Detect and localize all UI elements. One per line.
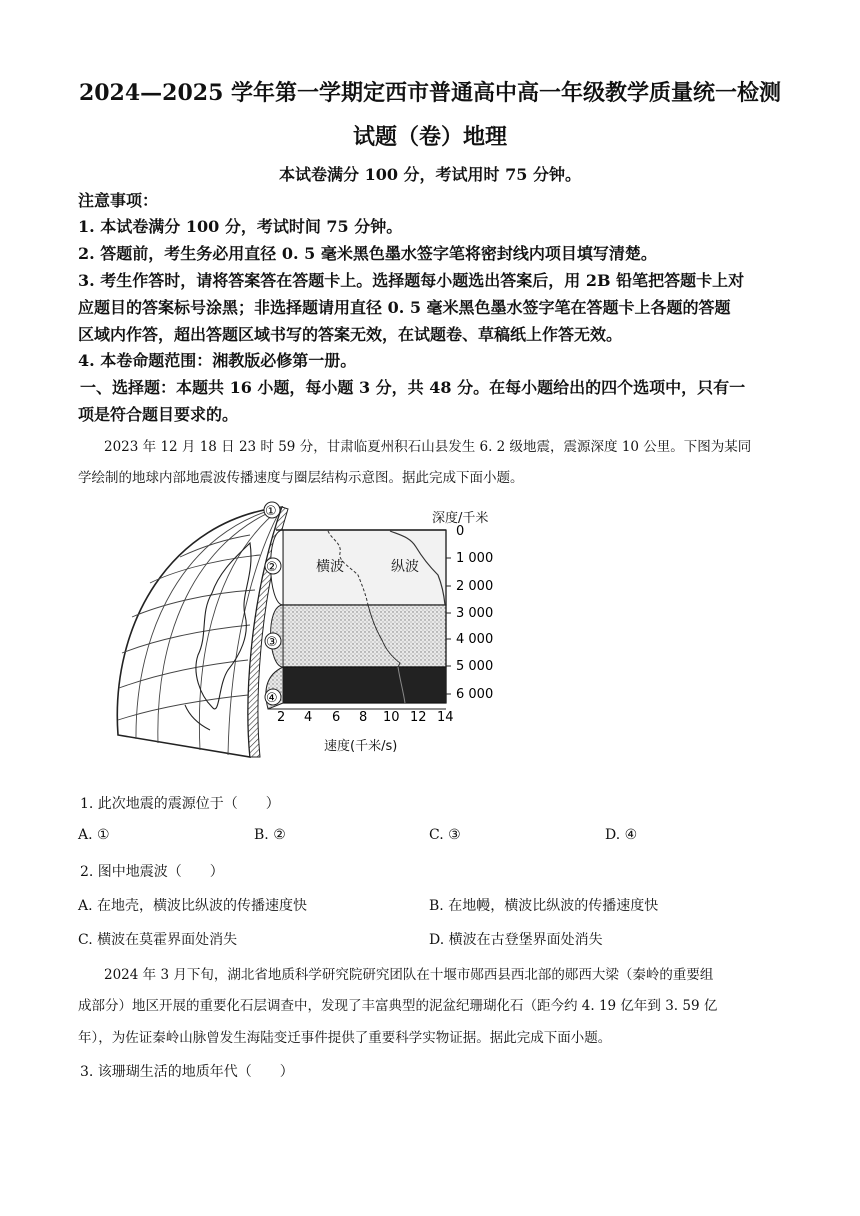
question-1-option-d[interactable]: D. ④: [605, 827, 638, 843]
depth-tick: 0: [456, 524, 465, 539]
speed-tick: 6: [332, 710, 341, 725]
globe-drawing: [117, 507, 288, 757]
marker-3: ③: [266, 635, 278, 650]
section-heading: 一、选择题：本题共 16 小题，每小题 3 分，共 48 分。在每小题给出的四个选项中，只有一: [80, 378, 746, 397]
notes-item: 3. 考生作答时，请将答案答在答题卡上。选择题每小题选出答案后，用 2B 铅笔把答题卡上对: [78, 271, 745, 290]
speed-tick: 10: [383, 710, 400, 725]
passage-text: 2024 年 3 月下旬，湖北省地质科学研究院研究团队在十堰市郧西县西北部的郧西大梁（秦岭的重要组: [104, 967, 714, 983]
speed-tick: 8: [359, 710, 368, 725]
section-heading-cont: 项是符合题目要求的。: [78, 405, 239, 424]
notes-item: 4. 本卷命题范围：湘教版必修第一册。: [78, 351, 357, 370]
earth-structure-figure: [100, 495, 520, 780]
speed-tick: 4: [304, 710, 313, 725]
inner-core-layer: [283, 667, 446, 703]
depth-tick: 6 000: [456, 687, 494, 702]
notes-item: 2. 答题前，考生务必用直径 0. 5 毫米黑色墨水签字笔将密封线内项目填写清楚。: [78, 244, 657, 263]
passage-text: 学绘制的地球内部地震波传播速度与圈层结构示意图。据此完成下面小题。: [78, 470, 524, 486]
speed-axis-label: 速度(千米/s): [324, 739, 398, 754]
passage-text: 2023 年 12 月 18 日 23 时 59 分，甘肃临夏州积石山县发生 6. 2 级地震，震源深度 10 公里。下图为某同: [104, 439, 752, 455]
depth-tick: 4 000: [456, 632, 494, 647]
exam-title-line2: 试题（卷）地理: [352, 124, 507, 150]
speed-tick: 2: [277, 710, 286, 725]
question-2-option-b[interactable]: B. 在地幔，横波比纵波的传播速度快: [429, 898, 659, 914]
speed-tick: 12: [410, 710, 427, 725]
question-1-stem: 1. 此次地震的震源位于（ ）: [80, 796, 280, 812]
question-3-stem: 3. 该珊瑚生活的地质年代（ ）: [80, 1064, 294, 1080]
marker-1: ①: [265, 504, 277, 519]
depth-tick: 3 000: [456, 606, 494, 621]
notes-item: 应题目的答案标号涂黑；非选择题请用直径 0. 5 毫米黑色墨水签字笔在答题卡上各题的答题: [78, 298, 731, 317]
question-1-option-b[interactable]: B. ②: [254, 827, 286, 843]
depth-tick: 5 000: [456, 659, 494, 674]
speed-tick: 14: [437, 710, 454, 725]
marker-2: ②: [266, 560, 278, 575]
notes-item: 区域内作答，超出答题区域书写的答案无效，在试题卷、草稿纸上作答无效。: [78, 325, 623, 344]
exam-title-line1: 2024—2025 学年第一学期定西市普通高中高一年级教学质量统一检测: [78, 80, 782, 106]
exam-subtitle: 本试卷满分 100 分，考试用时 75 分钟。: [279, 165, 581, 184]
marker-4: ④: [266, 691, 278, 706]
passage-text: 年），为佐证秦岭山脉曾发生海陆变迁事件提供了重要科学实物证据。据此完成下面小题。: [78, 1030, 612, 1046]
outer-core-layer: [283, 605, 446, 667]
s-wave-label: 横波: [316, 559, 344, 575]
passage-text: 成部分）地区开展的重要化石层调查中，发现了丰富典型的泥盆纪珊瑚化石（距今约 4. 19 亿年到 3. 59 亿: [78, 998, 718, 1014]
question-1-option-a[interactable]: A. ①: [78, 827, 110, 843]
question-2-option-d[interactable]: D. 横波在古登堡界面处消失: [429, 932, 603, 948]
notes-heading: 注意事项：: [78, 191, 159, 210]
p-wave-label: 纵波: [391, 559, 419, 575]
question-2-option-a[interactable]: A. 在地壳，横波比纵波的传播速度快: [78, 898, 308, 914]
question-2-option-c[interactable]: C. 横波在莫霍界面处消失: [78, 932, 238, 948]
question-1-option-c[interactable]: C. ③: [429, 827, 461, 843]
notes-item: 1. 本试卷满分 100 分，考试时间 75 分钟。: [78, 217, 403, 236]
depth-tick: 1 000: [456, 551, 494, 566]
depth-tick: 2 000: [456, 579, 494, 594]
question-2-stem: 2. 图中地震波（ ）: [80, 864, 224, 880]
depth-axis-label: 深度/千米: [432, 511, 489, 526]
